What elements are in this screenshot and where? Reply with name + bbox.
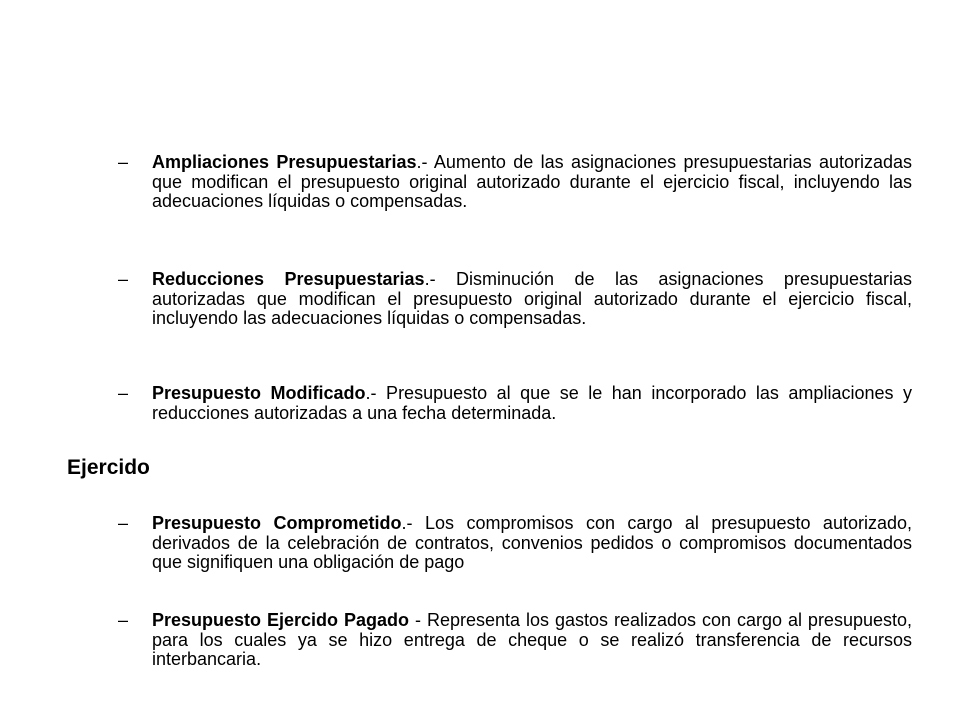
definition-term: Presupuesto Modificado bbox=[152, 383, 366, 403]
definition-text bbox=[152, 270, 912, 329]
definition-body: - Representa los gastos realizados con cargo al presupuesto, para los cuales ya se hizo entrega de cheque o se realizó transferencia de recursos interbancaria. bbox=[152, 610, 913, 669]
dash-bullet: – bbox=[118, 269, 129, 289]
definition-presupuesto-ejercido-pagado bbox=[118, 611, 912, 670]
definition-term: Presupuesto Ejercido Pagado bbox=[152, 610, 410, 630]
definition-body: .- Disminución de las asignaciones presupuestarias autorizadas que modifican el presupuesto original autorizado durante el ejercicio fiscal, incluyendo las adecuaciones líquidas o compensadas. bbox=[152, 269, 913, 328]
definition-body: .- Los compromisos con cargo al presupuesto autorizado, derivados de la celebración de contratos, convenios pedidos o compromisos documentados que signifiquen una obligación de pago bbox=[152, 513, 912, 572]
dash-bullet: – bbox=[118, 383, 129, 403]
definition-text bbox=[152, 611, 912, 670]
dash-bullet: – bbox=[118, 152, 129, 172]
definition-term: Reducciones Presupuestarias bbox=[152, 269, 425, 289]
definition-text bbox=[152, 514, 912, 573]
section-heading: Ejercido bbox=[67, 456, 150, 479]
definition-term: Ampliaciones Presupuestarias bbox=[152, 152, 417, 172]
definition-text bbox=[152, 153, 912, 212]
definition-presupuesto-modificado bbox=[118, 384, 912, 423]
definition-reducciones bbox=[118, 270, 912, 329]
dash-bullet: – bbox=[118, 610, 129, 630]
definition-presupuesto-comprometido bbox=[118, 514, 912, 573]
definition-term: Presupuesto Comprometido bbox=[152, 513, 402, 533]
definition-body: .- Presupuesto al que se le han incorporado las ampliaciones y reducciones autorizadas a una fecha determinada. bbox=[152, 383, 912, 423]
dash-bullet: – bbox=[118, 513, 129, 533]
definition-text bbox=[152, 384, 912, 423]
definition-body: .- Aumento de las asignaciones presupuestarias autorizadas que modifican el presupuesto original autorizado durante el ejercicio fiscal, incluyendo las adecuaciones líquidas o compensadas. bbox=[152, 152, 912, 211]
definition-ampliaciones bbox=[118, 153, 912, 212]
